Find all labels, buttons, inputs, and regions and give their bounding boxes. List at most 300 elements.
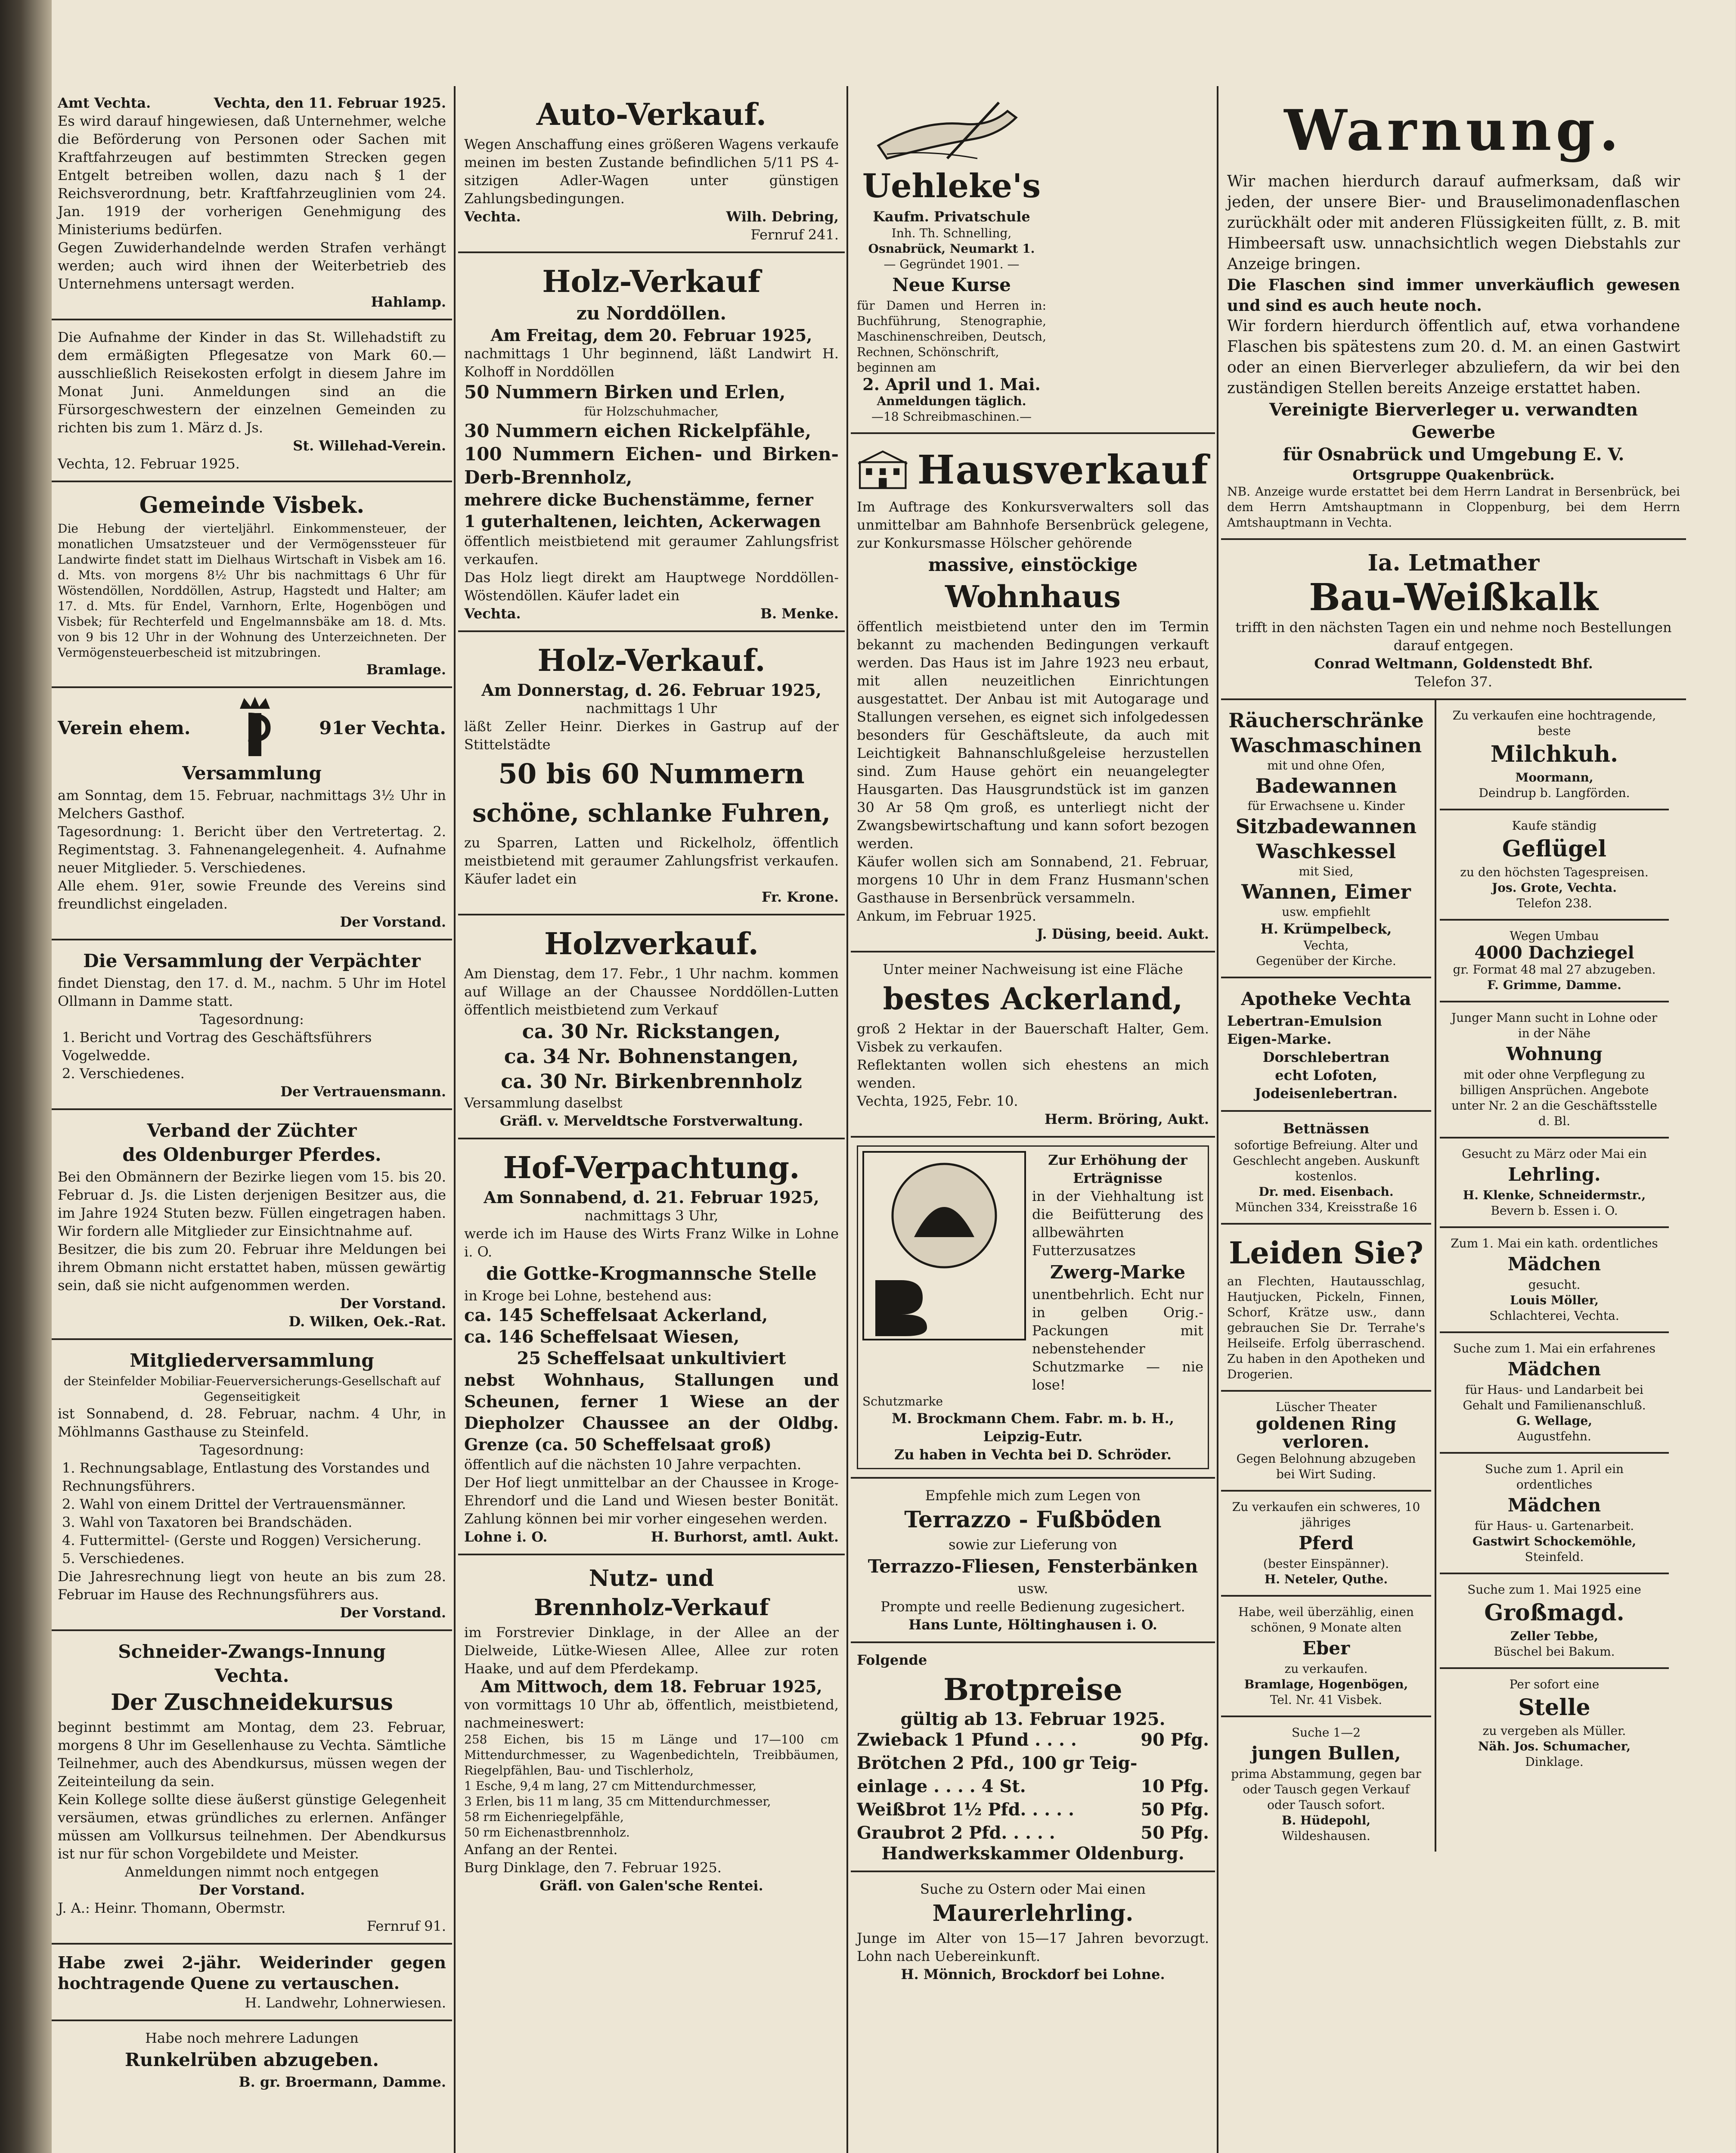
notice-text: ist Sonnabend, d. 28. Februar, nachm. 4 Uhr, in Möhlmanns Gasthause zu Steinfeld.: [58, 1405, 446, 1440]
ad-title: Wohnung: [1506, 1043, 1603, 1064]
book-spine: [0, 0, 52, 2153]
ad-text: usw.: [1017, 1580, 1048, 1597]
ad-location: Steinfeld.: [1525, 1550, 1584, 1564]
ad-date: Am Freitag, dem 20. Februar 1925,: [490, 326, 812, 345]
signature: G. Wellage,: [1516, 1414, 1592, 1428]
ad-title: Mädchen: [1507, 1359, 1601, 1380]
agenda-item: 2. Wahl von einem Drittel der Vertrauensmänner.: [62, 1496, 406, 1512]
ad-holz-verkauf-gastrup: [458, 632, 845, 915]
signature: Moormann,: [1515, 770, 1593, 785]
price-item: einlage . . . . 4 St.: [857, 1776, 1026, 1796]
ad-title: Bau-Weißkalk: [1309, 576, 1598, 619]
ad-item: Waschkessel: [1256, 840, 1396, 863]
phone-number: Tel. Nr. 41 Visbek.: [1270, 1693, 1383, 1707]
ad-text: Prompte und reelle Bedienung zugesichert.: [880, 1598, 1185, 1615]
ad-text: Habe, weil überzählig, einen schönen, 9 Monate alten: [1238, 1605, 1414, 1635]
ad-title: Apotheke Vechta: [1241, 988, 1411, 1009]
ad-zwerg-marke: [851, 1138, 1215, 1479]
ad-title: Leiden Sie?: [1229, 1235, 1423, 1271]
ad-text: Inh. Th. Schnelling,: [891, 226, 1012, 240]
ad-holzverkauf-willage: [458, 915, 845, 1139]
ad-apotheke-vechta: [1221, 978, 1431, 1112]
ad-maedchen-wellage: [1440, 1333, 1669, 1454]
ad-text: Burg Dinklage, den 7. Februar 1925.: [464, 1859, 722, 1876]
ad-stelle-mueller: [1440, 1669, 1669, 1778]
signature: Gräfl. von Galen'sche Rentei.: [539, 1877, 763, 1894]
ad-item: mehrere dicke Buchenstämme, ferner: [464, 490, 813, 509]
notice-title: 91er Vechta.: [319, 717, 446, 738]
ad-text: zu verkaufen.: [1284, 1662, 1368, 1676]
ad-highlight: die Gottke-Krogmannsche Stelle: [486, 1263, 817, 1284]
ad-location: Vechta.: [464, 208, 521, 225]
ad-item: Waschmaschinen: [1230, 734, 1422, 757]
ad-nutz-brennholz: [458, 1555, 845, 1902]
notice-text: Die Flaschen sind immer unverkäuflich gewesen und sind es auch heute noch.: [1227, 276, 1680, 315]
agenda-item: 1. Rechnungsablage, Entlastung des Vorstandes und Rechnungsführers.: [62, 1460, 430, 1494]
ad-item: ca. 145 Scheffelsaat Ackerland,: [464, 1305, 768, 1325]
ad-kruempelbeck: [1221, 700, 1431, 978]
ad-title: verloren.: [1283, 1432, 1370, 1452]
signature: Fr. Krone.: [761, 889, 839, 905]
ad-title: Eber: [1302, 1638, 1350, 1659]
ad-item: echt Lofoten,: [1275, 1067, 1377, 1083]
notice-agenda: Tagesordnung: 1. Bericht über den Vertretertag. 2. Regimentstag. 3. Fahnenangelegenheit. 4. Aufnahme neuer Mitglieder. 5. Verschiedenes.: [58, 823, 446, 876]
ad-date: Am Donnerstag, d. 26. Februar 1925,: [481, 680, 822, 700]
ad-title: Holz-Verkauf.: [537, 642, 766, 678]
price-item: Zwieback 1 Pfund . . . .: [857, 1730, 1077, 1750]
ad-milchkuh: [1440, 700, 1669, 810]
notice-text: Besitzer, die bis zum 20. Februar ihre Meldungen bei ihrem Obmann nicht erstattet haben, müssen gewärtig sein, daß sie nicht aufgenommen werden.: [58, 1241, 446, 1294]
ad-dachziegel: [1440, 921, 1669, 1002]
ad-ackerland: [851, 952, 1215, 1138]
ad-text: Das Holz liegt direkt am Hauptwege Norddöllen-Wöstendöllen. Käufer ladet ein: [464, 569, 839, 604]
agenda-item: 1. Bericht und Vortrag des Geschäftsführers Vogelwedde.: [62, 1029, 372, 1064]
ad-pferd: [1221, 1492, 1431, 1597]
ad-lehrling: [1440, 1139, 1669, 1228]
ad-item: ca. 146 Scheffelsaat Wiesen,: [464, 1327, 740, 1347]
ad-text: Wegen Umbau: [1510, 929, 1599, 943]
ad-item: 1 guterhaltenen, leichten, Ackerwagen: [464, 512, 821, 531]
agenda-item: 4. Futtermittel- (Gerste und Roggen) Versicherung.: [62, 1532, 422, 1548]
ad-title: Terrazzo-Fliesen, Fensterbänken: [868, 1556, 1198, 1577]
ad-text: Habe zwei 2-jähr. Weiderinder gegen hochtragende Quene zu vertauschen.: [58, 1953, 446, 1993]
ad-text: für Haus- und Landarbeit bei Gehalt und Familienanschluß.: [1463, 1383, 1646, 1412]
ad-title: Maurerlehrling.: [932, 1900, 1134, 1927]
ad-brotpreise: [851, 1643, 1215, 1872]
ad-title: Holz-Verkauf: [542, 264, 761, 299]
ad-highlight: massive, einstöckige: [928, 554, 1138, 575]
ad-item: 100 Nummern Eichen- und Birken-Derb-Brennholz,: [464, 444, 839, 488]
ad-text: unentbehrlich. Echt nur in gelben Orig.-Packungen mit nebenstehender Schutzmarke — nie lose!: [1032, 1286, 1203, 1393]
ad-title: jungen Bullen,: [1251, 1743, 1401, 1764]
ad-text: Suche zum 1. April ein ordentliches: [1485, 1462, 1624, 1492]
writing-hand-icon: [870, 94, 1033, 163]
ad-location: Gegenüber der Kirche.: [1256, 954, 1396, 968]
signature: B. Menke.: [760, 605, 839, 622]
column-1: [52, 86, 452, 2099]
ad-title: Auto-Verkauf.: [536, 96, 767, 132]
ad-text: Suche 1—2: [1291, 1725, 1361, 1740]
signature: B. gr. Broermann, Damme.: [239, 2074, 446, 2090]
signature: H. Neteler, Quthe.: [1264, 1572, 1388, 1586]
ad-text: Suche zum 1. Mai ein erfahrenes: [1453, 1341, 1655, 1356]
notice-text: Wir fordern hierdurch öffentlich auf, etwa vorhandene Flaschen bis spätestens zum 20. d. M. an einen Gastwirt oder an einen Bierverleger abzuliefern, da wir bei den zuständigen Stellen bereits Anzeige erstattet haben.: [1227, 317, 1680, 397]
ad-title: Nutz- und: [589, 1565, 714, 1591]
notice-text: Wir machen hierdurch darauf aufmerksam, daß wir jeden, der unsere Bier- und Brauselimonadenflaschen zurückhält oder mit anderen Flüssigkeiten füllt, z. B. mit Himbeersaft usw. unnachsichtlich wegen Diebstahls zur Anzeige bringen.: [1227, 173, 1680, 273]
signature: Jos. Grote, Vechta.: [1492, 881, 1617, 895]
ad-text: (bester Einspänner).: [1263, 1557, 1389, 1571]
ad-title: Hausverkauf: [917, 447, 1209, 493]
ad-text: Der Hof liegt unmittelbar an der Chaussee in Kroge-Ehrendorf und die Land und Wiesen bester Bonität. Zahlung können bei mir vorher eingesehen werden.: [464, 1474, 839, 1527]
ad-text: trifft in den nächsten Tagen ein und nehme noch Bestellungen darauf entgegen.: [1235, 619, 1672, 654]
ad-item: Jodeisenlebertran.: [1255, 1085, 1398, 1101]
notice-subtitle: Versammlung: [182, 763, 322, 784]
ad-text: Junge im Alter von 15—17 Jahren bevorzugt. Lohn nach Uebereinkunft.: [857, 1930, 1209, 1964]
price-row: [857, 1728, 1209, 1752]
ad-location: Vechta.: [464, 605, 521, 622]
signature: H. Krümpelbeck,: [1260, 921, 1392, 937]
ad-caption: Schutzmarke: [862, 1394, 943, 1408]
ad-item: nebst Wohnhaus, Stallungen und Scheunen, ferner 1 Wiese an der Diepholzer Chaussee an der Oldbg. Grenze (ca. 50 Scheffelsaat groß): [464, 1370, 839, 1454]
ad-text: zu vergeben als Müller.: [1482, 1724, 1626, 1738]
notice-schneider-innung: [52, 1631, 452, 1945]
ad-location: Bevern b. Essen i. O.: [1491, 1204, 1618, 1218]
notice-title: Der Zuschneidekursus: [111, 1689, 393, 1716]
column-rule: [1217, 86, 1218, 2153]
column-2: [458, 86, 845, 1902]
ad-text: sowie zur Lieferung von: [949, 1536, 1117, 1553]
ad-maedchen-schockemoehle: [1440, 1454, 1669, 1574]
ad-text: Suche zu Ostern oder Mai einen: [920, 1881, 1146, 1897]
ad-item: 58 rm Eichenriegelpfähle,: [464, 1810, 624, 1824]
ad-auto-verkauf: [458, 86, 845, 253]
signature: Der Vorstand.: [340, 1295, 446, 1312]
ad-title: Lehrling.: [1508, 1164, 1601, 1185]
ad-holz-verkauf-norddoellen: [458, 253, 845, 632]
notice-heading: Amt Vechta.: [58, 95, 151, 111]
ad-text: Anfang an der Rentei.: [464, 1841, 618, 1858]
ad-text: Gesucht zu März oder Mai ein: [1462, 1147, 1647, 1161]
ad-text: Am Dienstag, dem 17. Febr., 1 Uhr nachm. kommen auf Willage an der Chaussee Norddöllen-Lutten öffentlich meistbietend zum Verkauf: [464, 965, 839, 1018]
ad-ring-verloren: [1221, 1392, 1431, 1492]
column-rule: [846, 86, 848, 2153]
price-row: [857, 1798, 1209, 1821]
price-value: 50 Pfg.: [1141, 1823, 1209, 1843]
ad-item: Sitzbadewannen: [1235, 815, 1417, 838]
signature: Näh. Jos. Schumacher,: [1478, 1739, 1631, 1753]
signature: J. Düsing, beeid. Aukt.: [1036, 926, 1209, 942]
ad-location: Büschel bei Bakum.: [1494, 1644, 1615, 1659]
notice-amt-vechta: [52, 86, 452, 320]
ad-time: nachmittags 1 Uhr: [586, 700, 717, 717]
notice-title: Verein ehem.: [58, 717, 191, 738]
signature: Der Vorstand.: [340, 914, 446, 930]
ad-text: Empfehle mich zum Legen von: [925, 1487, 1141, 1504]
ad-item: für Erwachsene u. Kinder: [1247, 799, 1405, 813]
notice-text: Es wird darauf hingewiesen, daß Unternehmer, welche die Beförderung von Personen oder Sachen mit Kraftfahrzeugen auf bestimmten Strecken gegen Entgelt betreiben wollen, dazu nach § 1 der Reichsverordnung, betr. Kraftfahrzeuglinien vom 24. Jan. 1919 der vorherigen Genehmigung des Ministeriums bedürfen.: [58, 113, 446, 238]
ad-bau-weisskalk: [1221, 540, 1686, 700]
newspaper-page: [52, 0, 1735, 2153]
ad-text: Unter meiner Nachweisung ist eine Fläche: [883, 961, 1183, 977]
signature: Der Vorstand.: [340, 1604, 446, 1621]
ad-text: gesucht.: [1528, 1278, 1581, 1292]
agenda-item: 3. Wahl von Taxatoren bei Brandschäden.: [62, 1514, 353, 1530]
ad-text: öffentlich meistbietend unter den im Termin bekannt zu machenden Bedingungen verkauft werden. Das Haus ist im Jahre 1923 neu erbaut, mit allen neuzeitlichen Einrichtungen ausgestattet. Der Anbau ist mit Autogarage und Stallungen versehen, es eignet sich infolgedessen besonders für Geschäftsleute, da auch mit Leichtigkeit Bahnanschlußgeleise herzustellen sind. Zum Hause gehört ein neuangelegter Hausgarten. Das Hausgrundstück ist im ganzen 30 Ar 58 Qm groß, es unterliegt nicht der Zwangsbewirtschaftung und kann sofort bezogen werden.: [857, 618, 1209, 852]
signature: Bramlage.: [366, 661, 446, 678]
signature: J. A.: Heinr. Thomann, Obermstr.: [58, 1900, 286, 1916]
notice-title: Vechta.: [214, 1665, 289, 1686]
ad-eber: [1221, 1597, 1431, 1717]
signature: Louis Möller,: [1510, 1293, 1599, 1307]
phone-number: Telefon 37.: [1415, 673, 1492, 690]
ad-title: Uehleke's: [862, 167, 1041, 205]
ad-uehleke-schule: [851, 86, 1215, 434]
ad-text: öffentlich auf die nächsten 10 Jahre verpachten.: [464, 1456, 802, 1473]
ad-text: von vormittags 10 Uhr ab, öffentlich, meistbietend, nachmeineswert:: [464, 1697, 839, 1731]
notice-title: Mitgliederversammlung: [130, 1350, 374, 1371]
ad-title: Bettnässen: [1283, 1120, 1370, 1137]
ad-title: Runkelrüben abzugeben.: [125, 2049, 379, 2070]
signature: Conrad Weltmann, Goldenstedt Bhf.: [1314, 655, 1593, 672]
ad-location: Vechta,: [1303, 938, 1349, 952]
ad-gefluegel: [1440, 810, 1669, 921]
ad-highlight: Wohnhaus: [945, 579, 1121, 614]
ad-highlight: Zwerg-Marke: [1050, 1262, 1186, 1283]
ad-location: Deindrup b. Langförden.: [1479, 786, 1630, 800]
small-ads-grid: [1221, 700, 1686, 1852]
signature: D. Wilken, Oek.-Rat.: [288, 1313, 446, 1330]
price-item: Graubrot 2 Pfd. . . . .: [857, 1823, 1055, 1843]
notice-agenda-heading: Tagesordnung:: [200, 1442, 304, 1458]
ad-address: München 334, Kreisstraße 16: [1235, 1200, 1417, 1214]
ad-text: Zu haben in Vechta bei D. Schröder.: [894, 1446, 1172, 1463]
ad-text: Zum 1. Mai ein kath. ordentliches: [1451, 1236, 1658, 1250]
price-item: Weißbrot 1½ Pfd. . . . .: [857, 1799, 1074, 1820]
ad-time: nachmittags 3 Uhr,: [584, 1207, 719, 1224]
ad-maurerlehrling: [851, 1872, 1215, 1991]
ad-text: für Haus- u. Gartenarbeit.: [1474, 1519, 1634, 1533]
ad-item: Badewannen: [1255, 774, 1397, 797]
ad-text: Per sofort eine: [1509, 1677, 1600, 1691]
ad-title: bestes Ackerland,: [883, 981, 1183, 1017]
signature: B. Hüdepohl,: [1281, 1813, 1371, 1827]
ad-text: Lüscher Theater: [1275, 1400, 1377, 1414]
ad-terrazzo: [851, 1479, 1215, 1643]
ad-text: öffentlich meistbietend mit geraumer Zahlungsfrist verkaufen.: [464, 533, 839, 568]
ad-title: Zur Erhöhung der Erträgnisse: [1048, 1152, 1187, 1186]
ad-text: Suche zum 1. Mai 1925 eine: [1467, 1582, 1641, 1597]
ad-text: Reflektanten wollen sich ehestens an mich wenden.: [857, 1057, 1209, 1091]
column-rule: [454, 86, 456, 2153]
ad-hof-verpachtung: [458, 1139, 845, 1555]
signature: Herm. Bröring, Aukt.: [1045, 1111, 1209, 1127]
ad-text: prima Abstammung, gegen bar oder Tausch gegen Verkauf oder Tausch sofort.: [1231, 1767, 1421, 1812]
ad-grossmagd: [1440, 1574, 1669, 1669]
notice-text: Die Hebung der vierteljährl. Einkommensteuer, der monatlichen Umsatzsteuer und der Vermögenssteuer für Landwirte findet statt im Dielhaus Wirtschaft in Visbek am 16. d. Mts. von morgens 8½ Uhr bis nachmittags 6 Uhr für Wöstendöllen, Norddöllen, Astrup, Hagstedt und Halter; am 17. d. Mts. für Endel, Varnhorn, Erlte, Hogenbögen und Visbek; für Rechterfeld und Engelmannsbäke am 18. d. Mts. von 9 bis 12 Uhr in der Wohnung des Unterzeichneten. Der Vermögensteuerbescheid ist mitzubringen.: [58, 521, 446, 660]
signature: Wilh. Debring,: [726, 208, 839, 225]
ad-date: Am Mittwoch, dem 18. Februar 1925,: [480, 1677, 822, 1696]
signature: Gräfl. v. Merveldtsche Forstverwaltung.: [499, 1113, 803, 1129]
phone-number: Telefon 238.: [1516, 896, 1592, 910]
agenda-item: 2. Verschiedenes.: [62, 1065, 185, 1082]
crown-emblem-icon: [236, 696, 274, 760]
signature: Der Vertrauensmann.: [280, 1083, 446, 1100]
ad-item: 50 Nummern Birken und Erlen,: [464, 382, 786, 403]
notice-text: Die Aufnahme der Kinder in das St. Willehadstift zu dem ermäßigten Pflegesatze von Mark 60.— ausschließlich Reisekosten erfolgt in diesem Jahre im Monat Juni. Anmeldungen sind an die Fürsorgeschwestern der einzelnen Gemeinden zu richten bis zum 1. März d. Js.: [58, 329, 446, 436]
ad-item: ca. 30 Nr. Birkenbrennholz: [501, 1070, 802, 1093]
ad-text: Anmeldungen täglich.: [877, 394, 1026, 408]
notice-title: Gemeinde Visbek.: [139, 492, 365, 518]
ad-weiderinder: [52, 1945, 452, 2021]
ad-subtitle: zu Norddöllen.: [576, 303, 727, 324]
ad-text: —18 Schreibmaschinen.—: [871, 410, 1032, 424]
notice-verpaechter: [52, 940, 452, 1110]
ad-wohnung: [1440, 1002, 1669, 1139]
ad-item: Dorschlebertran: [1262, 1049, 1390, 1065]
ad-title: Mädchen: [1507, 1495, 1601, 1516]
ad-text: groß 2 Hektar in der Bauerschaft Halter, Gem. Visbek zu verkaufen.: [857, 1021, 1209, 1055]
price-row: [857, 1775, 1209, 1798]
price-item: Brötchen 2 Pfd., 100 gr Teig-: [857, 1753, 1138, 1773]
ad-subtitle: Ia. Letmather: [1367, 550, 1540, 576]
ad-text: Kaufe ständig: [1512, 819, 1597, 833]
ad-text: Versammlung daselbst: [464, 1095, 623, 1111]
ad-text: beginnen am: [857, 360, 936, 375]
ad-date: 2. April und 1. Mai.: [862, 375, 1041, 394]
ad-date: Am Sonnabend, d. 21. Februar 1925,: [484, 1188, 819, 1207]
price-row: [857, 1821, 1209, 1845]
notice-title: Die Versammlung der Verpächter: [83, 950, 421, 971]
signature: Gastwirt Schockemöhle,: [1472, 1534, 1637, 1548]
signature: Der Vorstand.: [198, 1882, 305, 1898]
signature: Hans Lunte, Höltinghausen i. O.: [908, 1616, 1157, 1633]
ad-title: 4000 Dachziegel: [1474, 943, 1634, 963]
ad-highlight: 50 bis 60 Nummern: [498, 758, 805, 790]
ad-text: in der Viehhaltung ist die Beifütterung des allbewährten Futterzusatzes: [1032, 1188, 1203, 1259]
notice-text: Gegen Zuwiderhandelnde werden Strafen verhängt werden; auch wird ihnen der Weiterbetrieb des Unternehmens untersagt werden.: [58, 239, 446, 292]
signature: H. Landwehr, Lohnerwiesen.: [245, 1995, 446, 2011]
ad-item: für Holzschuhmacher,: [584, 404, 719, 419]
ad-title: Milchkuh.: [1490, 741, 1618, 767]
price-value: 90 Pfg.: [1141, 1730, 1209, 1750]
ad-title: Geflügel: [1502, 836, 1607, 862]
ad-location: Dinklage.: [1525, 1755, 1584, 1769]
ad-item: 25 Scheffelsaat unkultiviert: [517, 1348, 786, 1368]
ad-text: werde ich im Hause des Wirts Franz Wilke in Lohne i. O.: [464, 1225, 839, 1260]
notice-mitgliederversammlung: [52, 1340, 452, 1631]
ad-text: sofortige Befreiung. Alter und Geschlecht angeben. Auskunft kostenlos.: [1233, 1138, 1420, 1183]
notice-date: Vechta, 12. Februar 1925.: [58, 456, 240, 472]
ad-address: Osnabrück, Neumarkt 1.: [868, 242, 1035, 256]
ad-item: ca. 34 Nr. Bohnenstangen,: [504, 1045, 799, 1068]
price-row: [857, 1752, 1209, 1775]
ad-item: 1 Esche, 9,4 m lang, 27 cm Mittendurchmesser,: [464, 1779, 756, 1793]
ad-highlight: Neue Kurse: [892, 274, 1011, 295]
notice-text: findet Dienstag, den 17. d. M., nachm. 5 Uhr im Hotel Ollmann in Damme statt.: [58, 975, 446, 1009]
notice-verband-zuechter: [52, 1110, 452, 1340]
ad-text: Im Auftrage des Konkursverwalters soll das unmittelbar am Bahnhofe Bersenbrück gelegene, zur Konkursmasse Hölscher gehörende: [857, 499, 1209, 551]
ad-item: Lebertran-Emulsion Eigen-Marke.: [1227, 1013, 1382, 1047]
ad-text: in Kroge bei Lohne, bestehend aus:: [464, 1287, 712, 1304]
notice-warnung: [1221, 86, 1686, 540]
notice-text: Bei den Obmännern der Bezirke liegen vom 15. bis 20. Februar d. Js. die Listen derjenigen Besitzer aus, die im Jahre 1924 Stuten bezw. Füllen eingetragen haben. Wir fordern alle Mitglieder zur Einsichtnahme auf.: [58, 1169, 446, 1239]
signature: für Osnabrück und Umgebung E. V.: [1283, 444, 1624, 465]
house-icon: [857, 442, 909, 498]
ad-title: Stelle: [1518, 1694, 1590, 1721]
ad-jungen-bullen: [1221, 1717, 1431, 1852]
ad-text: zu Sparren, Latten und Rickelholz, öffentlich meistbietend mit geraumer Zahlungsfrist verkaufen. Käufer ladet ein: [464, 835, 839, 887]
ad-text: Zu verkaufen ein schweres, 10 jähriges: [1232, 1500, 1420, 1529]
ad-text: Habe noch mehrere Ladungen: [145, 2030, 359, 2046]
ad-date: Ankum, im Februar 1925.: [857, 908, 1037, 924]
ad-item: 3 Erlen, bis 11 m lang, 35 cm Mittendurchmesser,: [464, 1794, 771, 1809]
ad-title: Hof-Verpachtung.: [503, 1150, 800, 1185]
ad-text: nachmittags 1 Uhr beginnend, läßt Landwirt H. Kolhoff in Norddöllen: [464, 345, 839, 380]
ad-item: mit und ohne Ofen,: [1267, 758, 1385, 772]
notice-text: Anmeldungen nimmt noch entgegen: [124, 1864, 379, 1880]
zwerg-trademark-icon: [862, 1151, 1026, 1340]
ad-title: Brotpreise: [943, 1672, 1122, 1707]
ad-runkelrueben: [52, 2021, 452, 2099]
notice-title: Warnung.: [1284, 97, 1623, 163]
ad-text: Zu verkaufen eine hochtragende, beste: [1452, 708, 1656, 738]
ad-text: Käufer wollen sich am Sonnabend, 21. Februar, morgens 10 Uhr in dem Franz Husmann'schen Gasthause in Bersenbrück versammeln.: [857, 853, 1209, 906]
price-value: 50 Pfg.: [1141, 1799, 1209, 1820]
signature: Vereinigte Bierverleger u. verwandten Gewerbe: [1269, 400, 1638, 442]
ad-text: läßt Zeller Heinr. Dierkes in Gastrup auf der Stittelstädte: [464, 718, 839, 753]
signature: Ortsgruppe Quakenbrück.: [1352, 467, 1555, 483]
price-value: 10 Pfg.: [1141, 1776, 1209, 1796]
signature: H. Klenke, Schneidermstr.,: [1463, 1188, 1646, 1202]
agenda-item: 5. Verschiedenes.: [62, 1550, 185, 1567]
notice-willehad: [52, 320, 452, 482]
notice-verein-91er: [52, 688, 452, 940]
column-4: [1221, 86, 1686, 1852]
ad-title: Pferd: [1299, 1533, 1354, 1554]
ad-subtitle: Kaufm. Privatschule: [873, 208, 1030, 225]
signature: Bramlage, Hogenbögen,: [1244, 1677, 1408, 1691]
ad-leiden-sie: [1221, 1225, 1431, 1392]
ad-text: zu den höchsten Tagespreisen.: [1460, 865, 1649, 879]
ad-text: mit oder ohne Verpflegung zu billigen Ansprüchen. Angebote unter Nr. 2 an die Geschäftsstelle d. Bl.: [1451, 1067, 1657, 1128]
signature: H. Burhorst, amtl. Aukt.: [651, 1529, 839, 1545]
notice-text: Die Jahresrechnung liegt von heute an bis zum 28. Februar im Hause des Rechnungsführers aus.: [58, 1568, 446, 1603]
ad-location: Augustfehn.: [1517, 1429, 1591, 1443]
ad-text: — Gegründet 1901. —: [884, 257, 1020, 271]
notice-text: beginnt bestimmt am Montag, dem 23. Februar, morgens 8 Uhr im Gesellenhause zu Vechta. Sämtliche Teilnehmer, auch des Abendkursus, müssen wegen der Zeiteinteilung da sein.: [58, 1719, 446, 1790]
ad-date: Vechta, 1925, Febr. 10.: [857, 1093, 1018, 1109]
ad-date: gültig ab 13. Februar 1925.: [900, 1709, 1166, 1729]
ad-hausverkauf: [851, 434, 1215, 952]
ad-title: goldenen Ring: [1256, 1414, 1397, 1434]
ad-item: Wannen, Eimer: [1241, 880, 1411, 903]
signature: St. Willehad-Verein.: [293, 437, 446, 454]
ad-title: Brennholz-Verkauf: [534, 1595, 769, 1621]
notice-title: Schneider-Zwangs-Innung: [118, 1641, 386, 1662]
notice-text: Alle ehem. 91er, sowie Freunde des Vereins sind freundlichst eingeladen.: [58, 878, 446, 912]
ad-location: Wildeshausen.: [1282, 1829, 1370, 1843]
ad-bettnaessen: [1221, 1112, 1431, 1225]
ad-highlight: schöne, schlanke Fuhren,: [472, 798, 831, 828]
ad-item: ca. 30 Nr. Rickstangen,: [522, 1020, 781, 1043]
notice-agenda-heading: Tagesordnung:: [200, 1011, 304, 1027]
notice-text: am Sonntag, dem 15. Februar, nachmittags 3½ Uhr in Melchers Gasthof.: [58, 787, 446, 822]
ad-maedchen-moeller: [1440, 1228, 1669, 1333]
ad-title: Holzverkauf.: [544, 926, 759, 962]
signature: Handwerkskammer Oldenburg.: [881, 1843, 1184, 1864]
ad-item: Räucherschränke: [1228, 709, 1424, 732]
notice-subtitle: der Steinfelder Mobiliar-Feuerversicherungs-Gesellschaft auf Gegenseitigkeit: [63, 1374, 440, 1404]
